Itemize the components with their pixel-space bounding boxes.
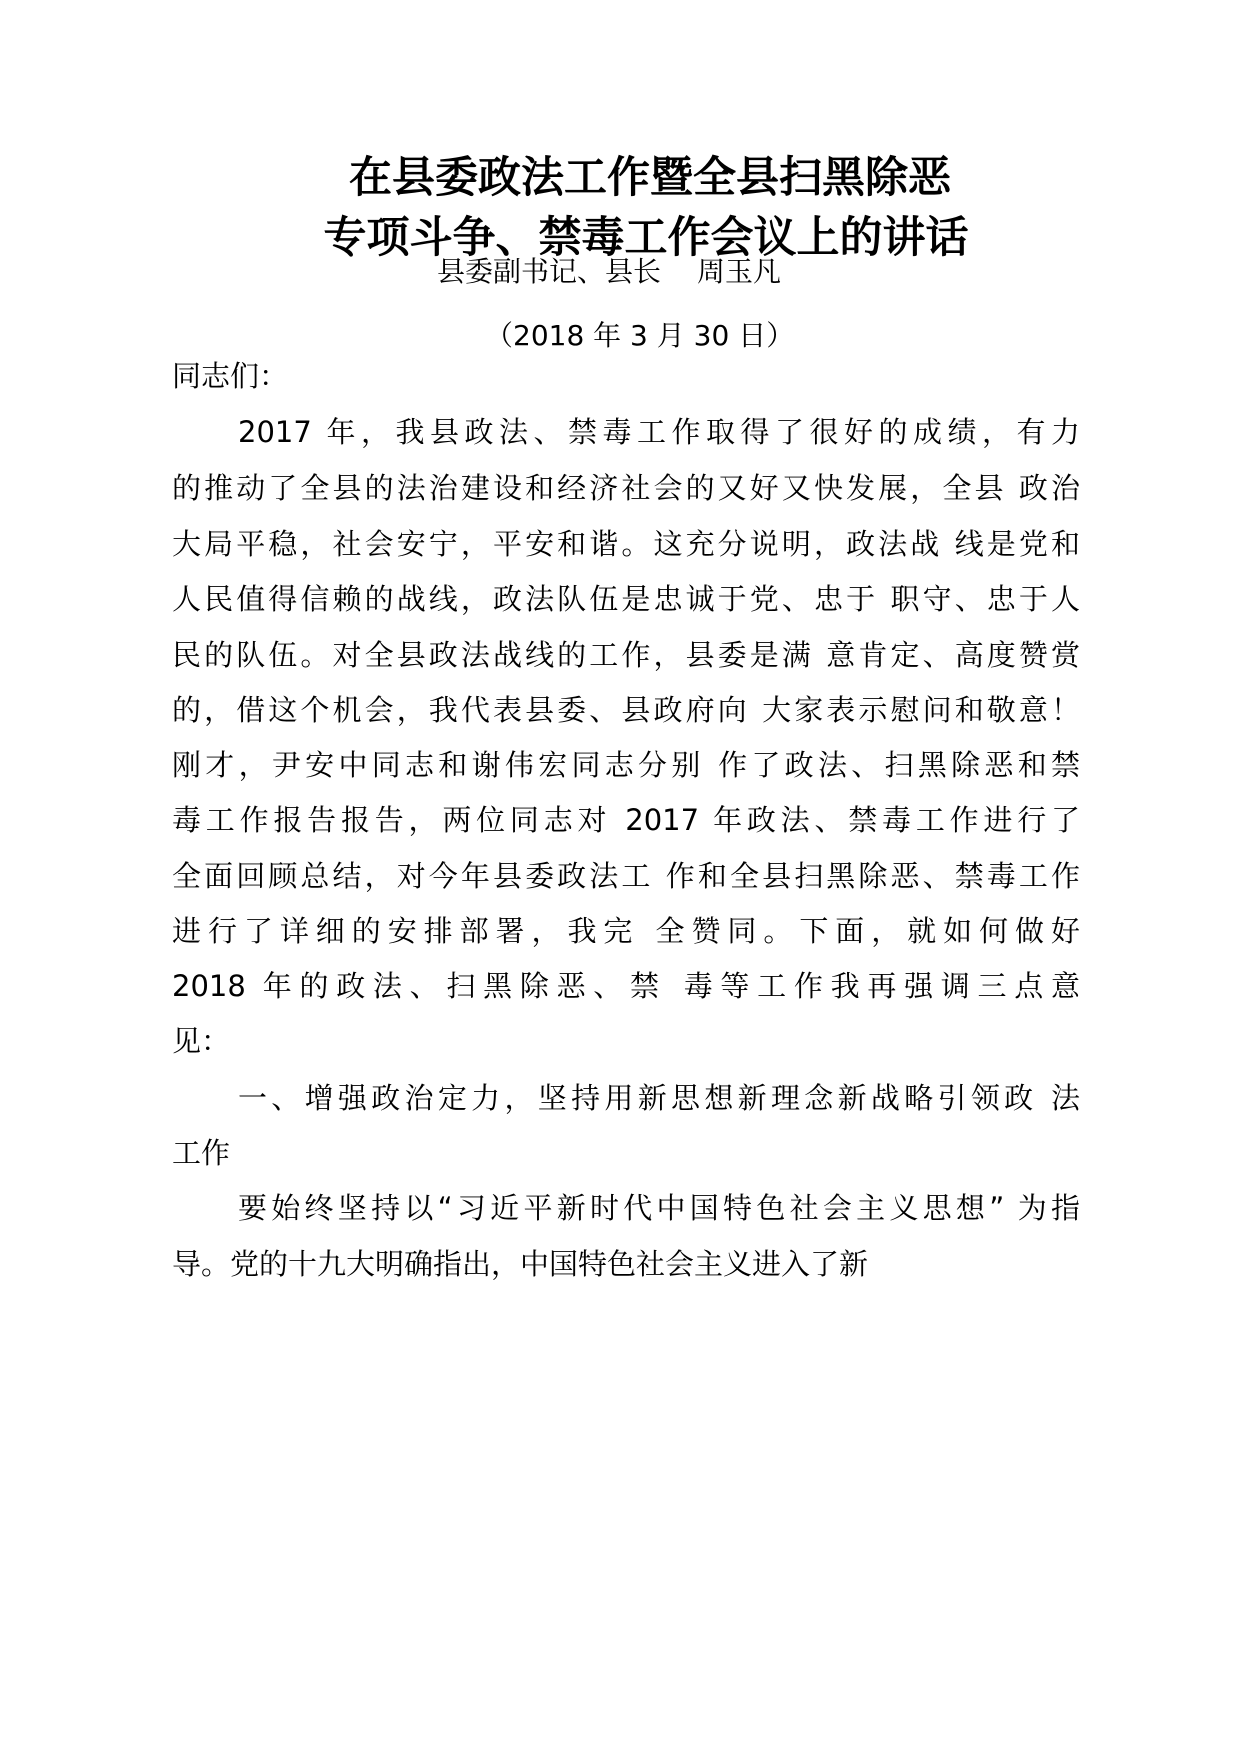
author-line — [437, 252, 781, 292]
body-line: 刚才，尹安中同志和谢伟宏同志分别 作了政法、扫黑除恶和禁 — [172, 748, 1080, 782]
body-line: 进行了详细的安排部署，我完 全赞同。下面，就如何做好 — [172, 914, 1080, 948]
body-line: 见： — [172, 1024, 231, 1058]
body-line: 要始终坚持以“习近平新时代中国特色社会主义思想” 为指 — [238, 1191, 1080, 1225]
body-line: 2018 年的政法、扫黑除恶、禁 毒等工作我再强调三点意 — [172, 969, 1080, 1003]
document-title-line-1: 在县委政法工作暨全县扫黑除恶 — [349, 153, 951, 203]
author-name: 周玉凡 — [697, 255, 782, 288]
body-line: 人民值得信赖的战线，政法队伍是忠诚于党、忠于 职守、忠于人 — [172, 582, 1080, 616]
section-heading-line: 一、增强政治定力，坚持用新思想新理念新战略引领政 法 — [238, 1081, 1080, 1115]
document-title-line-2: 专项斗争、禁毒工作会议上的讲话 — [323, 213, 969, 263]
speech-date: （2018 年 3 月 30 日） — [485, 319, 795, 352]
body-line: 的推动了全县的法治建设和经济社会的又好又快发展，全县 政治 — [172, 471, 1080, 505]
body-line: 民的队伍。对全县政法战线的工作，县委是满 意肯定、高度赞赏 — [172, 638, 1080, 672]
author-role: 县委副书记、县长 — [437, 255, 662, 288]
body-line: 毒工作报告报告，两位同志对 2017 年政法、禁毒工作进行了 — [172, 803, 1080, 837]
body-line: 2017 年，我县政法、禁毒工作取得了很好的成绩，有力 — [238, 415, 1080, 449]
body-line: 的，借这个机会，我代表县委、县政府向 大家表示慰问和敬意！ — [172, 693, 1080, 727]
body-line: 全面回顾总结，对今年县委政法工 作和全县扫黑除恶、禁毒工作 — [172, 859, 1080, 893]
section-heading-line: 工作 — [172, 1136, 231, 1170]
salutation: 同志们： — [172, 359, 289, 393]
body-line: 大局平稳，社会安宁，平安和谐。这充分说明，政法战 线是党和 — [172, 527, 1080, 561]
body-line: 导。党的十九大明确指出，中国特色社会主义进入了新 — [172, 1247, 869, 1281]
